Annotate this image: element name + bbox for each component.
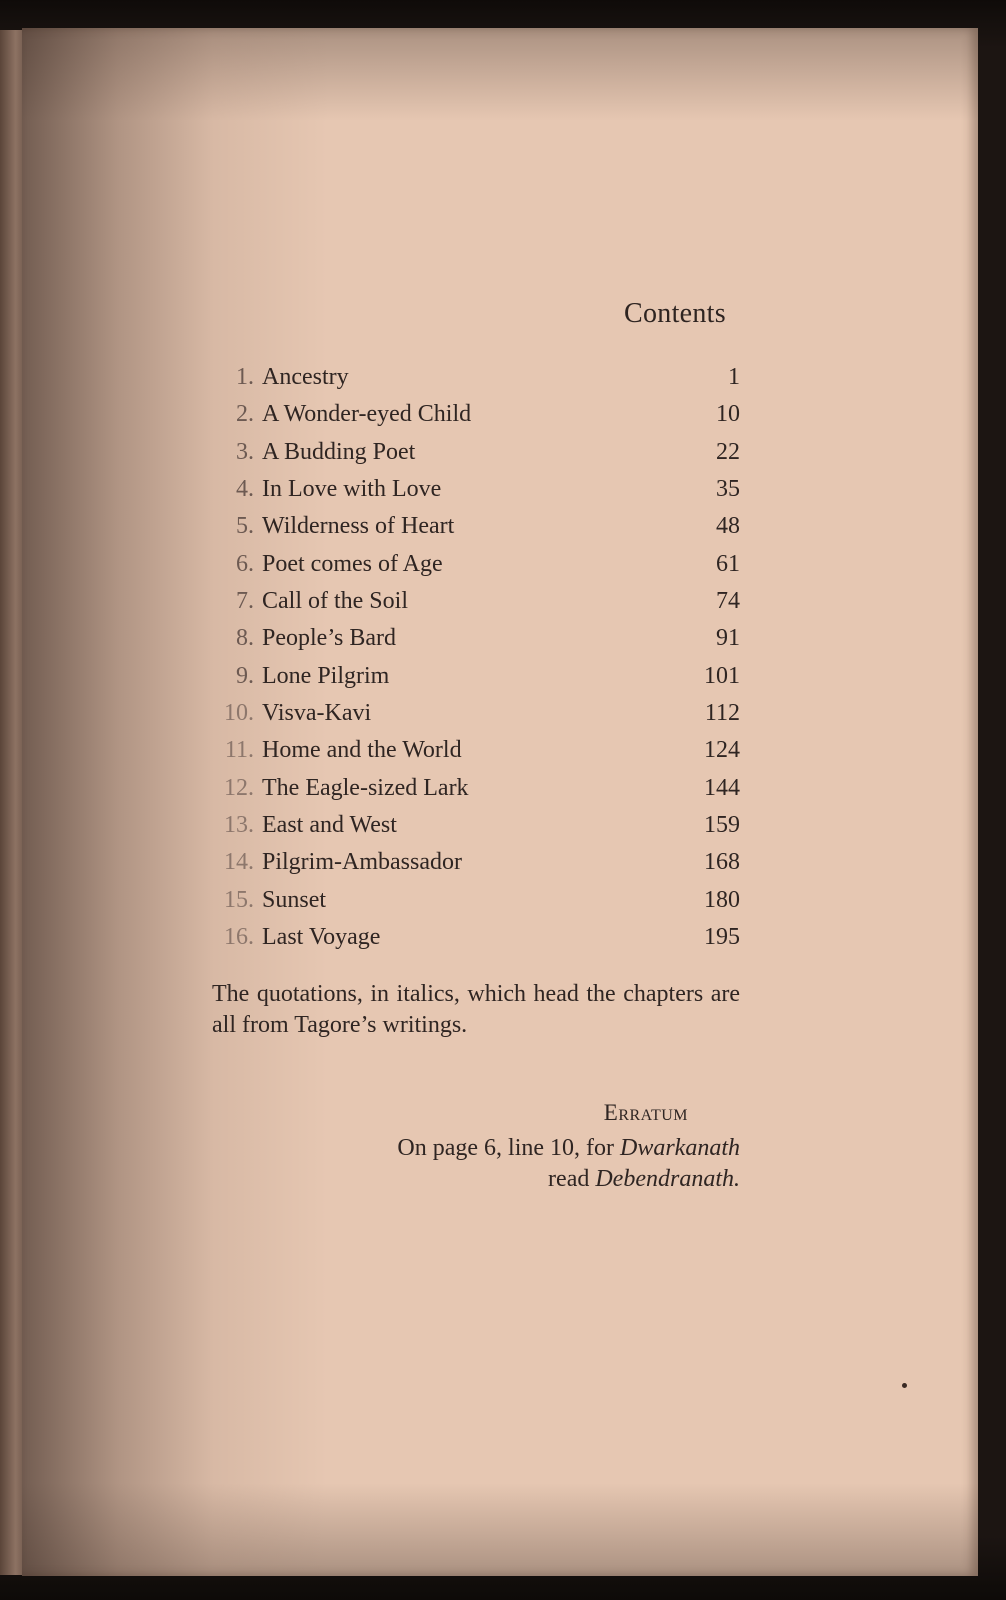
toc-entry-11 <box>202 733 742 770</box>
chapter-title: East and West <box>262 812 397 839</box>
chapter-page-number: 195 <box>704 924 740 951</box>
chapter-page-number: 35 <box>716 476 740 503</box>
chapter-title: Wilderness of Heart <box>262 513 455 540</box>
erratum-line-2-text: read <box>548 1166 596 1192</box>
chapter-page-number: 22 <box>716 438 740 465</box>
toc-entry-4 <box>202 472 742 509</box>
chapter-number: 7. <box>236 588 254 615</box>
chapter-page-number: 112 <box>704 700 740 727</box>
chapter-number: 12. <box>224 774 254 801</box>
chapter-number: 16. <box>224 924 254 951</box>
erratum-line-2 <box>322 1164 740 1195</box>
toc-entry-13 <box>202 808 742 845</box>
chapter-number: 9. <box>236 662 254 689</box>
chapter-number: 11. <box>224 737 254 764</box>
chapter-page-number: 168 <box>704 849 740 876</box>
toc-entry-9 <box>202 659 742 696</box>
chapter-number: 6. <box>236 550 254 577</box>
chapter-title: Lone Pilgrim <box>262 662 390 689</box>
chapter-title: The Eagle-sized Lark <box>262 774 469 801</box>
toc-entry-6 <box>202 547 742 584</box>
contents-heading: Contents <box>624 298 726 329</box>
chapter-title: A Budding Poet <box>262 438 416 465</box>
toc-entry-1 <box>202 360 742 397</box>
chapter-page-number: 1 <box>728 364 740 390</box>
chapter-number: 5. <box>236 513 254 540</box>
chapter-page-number: 144 <box>704 774 740 801</box>
chapter-page-number: 61 <box>716 550 740 577</box>
toc-entry-2 <box>202 397 742 434</box>
toc-entry-12 <box>202 771 742 808</box>
chapter-title: Ancestry <box>262 364 349 390</box>
toc-entry-8 <box>202 621 742 658</box>
quotations-note: The quotations, in italics, which head the chapters are all from Tagore’s writings. <box>212 981 740 1038</box>
toc-entry-5 <box>202 509 742 546</box>
chapter-title: A Wonder-eyed Child <box>262 401 472 428</box>
erratum-correct-name: Debendranath. <box>595 1166 740 1192</box>
chapter-page-number: 101 <box>704 662 740 689</box>
chapter-title: Poet comes of Age <box>262 550 443 577</box>
chapter-number: 1. <box>236 364 254 390</box>
chapter-title: Call of the Soil <box>262 588 408 615</box>
chapter-number: 4. <box>236 476 254 503</box>
chapter-title: Last Voyage <box>262 924 381 951</box>
chapter-title: Pilgrim-Ambassador <box>262 849 462 876</box>
chapter-number: 3. <box>236 438 254 465</box>
chapter-title: In Love with Love <box>262 476 442 503</box>
chapter-number: 8. <box>236 625 254 652</box>
chapter-number: 10. <box>224 700 254 727</box>
chapter-page-number: 180 <box>704 886 740 913</box>
erratum-heading: Erratum <box>603 1100 688 1125</box>
chapter-page-number: 10 <box>716 401 740 428</box>
table-of-contents <box>202 360 742 958</box>
erratum-line-1-text: On page 6, line 10, for <box>397 1135 620 1161</box>
erratum-line-1 <box>322 1133 740 1164</box>
toc-entry-14 <box>202 845 742 882</box>
chapter-page-number: 124 <box>704 737 740 764</box>
chapter-page-number: 91 <box>716 625 740 652</box>
toc-entry-16 <box>202 920 742 957</box>
chapter-title: Sunset <box>262 886 327 913</box>
erratum-text <box>322 1133 740 1195</box>
chapter-number: 15. <box>224 886 254 913</box>
chapter-title: Home and the World <box>262 737 462 764</box>
toc-entry-7 <box>202 584 742 621</box>
toc-entry-15 <box>202 883 742 920</box>
chapter-number: 2. <box>236 401 254 428</box>
paper-speck <box>902 1383 907 1388</box>
chapter-number: 13. <box>224 812 254 839</box>
toc-entry-10 <box>202 696 742 733</box>
chapter-number: 14. <box>224 849 254 876</box>
erratum-wrong-name: Dwarkanath <box>620 1135 740 1161</box>
book-page <box>22 28 978 1576</box>
chapter-page-number: 48 <box>716 513 740 540</box>
chapter-title: People’s Bard <box>262 625 396 652</box>
chapter-page-number: 159 <box>704 812 740 839</box>
toc-entry-3 <box>202 435 742 472</box>
chapter-page-number: 74 <box>716 588 740 615</box>
chapter-title: Visva-Kavi <box>262 700 372 727</box>
